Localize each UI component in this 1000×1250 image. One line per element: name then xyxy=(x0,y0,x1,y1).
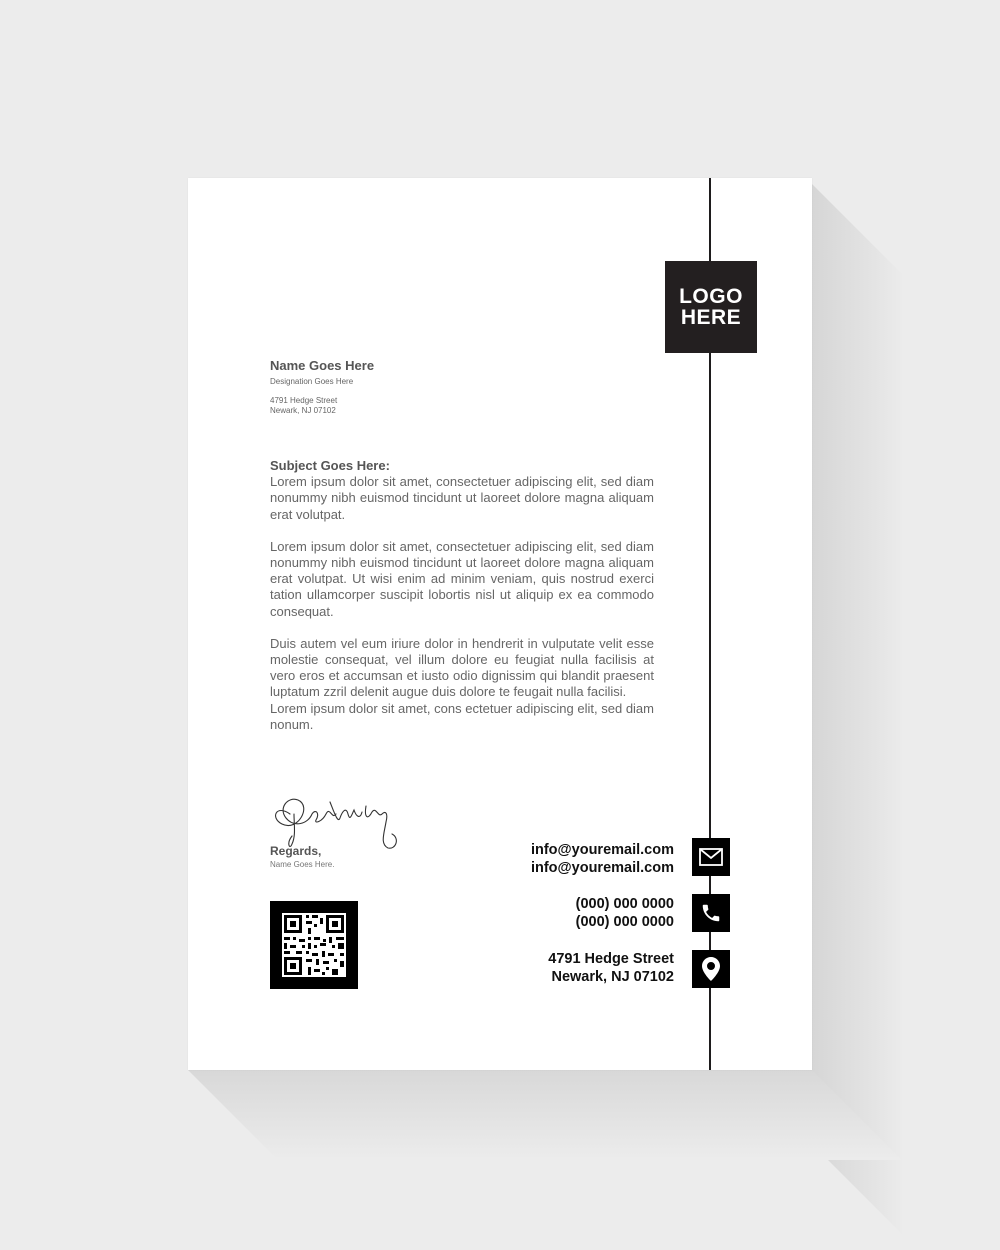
contact-phones xyxy=(576,895,674,931)
phone-text-1[interactable]: (000) 000 0000 xyxy=(575,896,674,912)
letter-body xyxy=(270,458,654,733)
sender-address-line2: Newark, NJ 07102 xyxy=(270,406,336,415)
letter-paragraph-3: Duis autem vel eum iriure dolor in hendrerit in vulputate velit esse molestie consequat, vel illum dolore eu feugiat nulla facilisis at vero eros et accumsan et iusto odio dignissim qui blandit praesent luptatum zzril delenit augue duis dolore te feugait nulla facilisi. xyxy=(270,635,654,700)
location-icon-box xyxy=(692,950,730,988)
qr-code xyxy=(270,901,358,989)
sender-designation: Designation Goes Here xyxy=(270,377,354,386)
logo-box xyxy=(665,261,757,353)
stack-side-shadow xyxy=(812,184,902,1234)
email-text-1[interactable]: info@youremail.com xyxy=(530,842,674,858)
phone-icon-box xyxy=(692,894,730,932)
letter-subject: Subject Goes Here: xyxy=(270,458,390,473)
handwritten-signature xyxy=(268,784,408,852)
contact-emails xyxy=(531,841,674,877)
sender-name: Name Goes Here xyxy=(270,358,375,373)
address-text-2: Newark, NJ 07102 xyxy=(551,969,674,985)
phone-text-2[interactable]: (000) 000 0000 xyxy=(575,914,674,930)
letterhead-page xyxy=(188,178,812,1070)
closing-block xyxy=(270,844,334,869)
envelope-icon xyxy=(699,848,723,866)
letter-paragraph-1: Lorem ipsum dolor sit amet, consectetuer adipiscing elit, sed diam nonummy nibh euismod tincidunt ut laoreet dolore magna aliquam erat volutpat. xyxy=(270,474,654,522)
signer-name: Name Goes Here. xyxy=(270,860,335,869)
phone-icon xyxy=(700,902,722,924)
regards-text: Regards, xyxy=(270,844,322,858)
email-text-2[interactable]: info@youremail.com xyxy=(530,860,674,876)
letter-paragraph-2: Lorem ipsum dolor sit amet, consectetuer adipiscing elit, sed diam nonummy nibh euismod tincidunt ut laoreet dolore magna aliquam erat volutpat. Ut wisi enim ad minim veniam, quis nostrud exerci tation ullamcorper suscipit lobortis nisl ut aliquip ex ea commodo consequat. xyxy=(270,538,654,619)
logo-line2: HERE xyxy=(680,306,742,329)
logo-line1: LOGO xyxy=(679,285,743,308)
sender-address xyxy=(270,396,374,416)
email-icon-box xyxy=(692,838,730,876)
stack-bottom-shadow xyxy=(188,1070,902,1160)
address-text-1: 4791 Hedge Street xyxy=(548,951,674,967)
letter-paragraph-4: Lorem ipsum dolor sit amet, cons ectetuer adipiscing elit, sed diam nonum. xyxy=(270,700,654,732)
contact-address xyxy=(548,950,674,986)
sender-address-line1: 4791 Hedge Street xyxy=(270,396,338,405)
sender-block xyxy=(270,358,374,416)
location-pin-icon xyxy=(702,957,720,981)
